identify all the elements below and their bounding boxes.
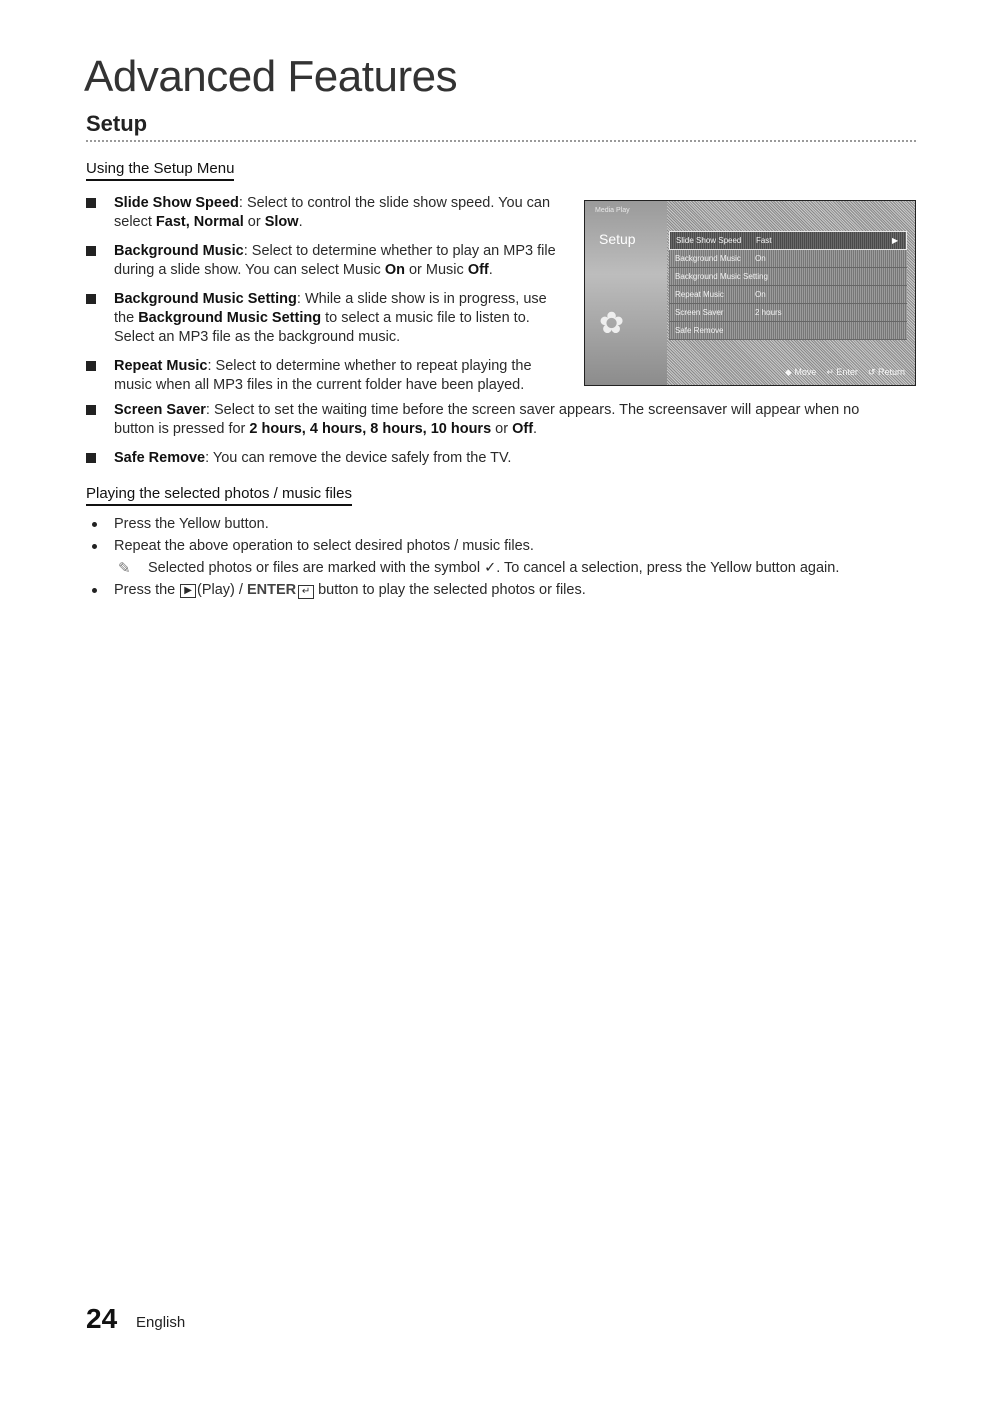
page-title: Advanced Features [84, 52, 458, 101]
tv-menu-item-background-music-setting[interactable]: Background Music Setting [669, 268, 907, 286]
enter-label: ENTER [246, 582, 297, 598]
square-bullet-icon [86, 198, 96, 208]
option-term: Safe Remove [114, 450, 206, 466]
move-icon: ◆ [784, 367, 792, 377]
option-term: Slide Show Speed [114, 195, 239, 211]
playing-steps-list [86, 515, 906, 610]
note: ✎ Selected photos or files are marked with the symbol ✓. To cancel a selection, press the Yellow button again. [118, 560, 840, 577]
arrow-right-icon: ▶ [892, 236, 899, 245]
section-title: Setup [86, 111, 148, 136]
list-item: Background Music Setting: While a slide show is in progress, use the Background Music Setting to select a music file to listen to. Select an MP3 file as the background music. [86, 290, 566, 347]
tv-panel-title: Setup [599, 231, 636, 247]
list-item: Repeat the above operation to select desired photos / music files. ✎ Selected photos or files are marked with the symbol ✓. To cancel a selection, press the Yellow button again. [86, 537, 906, 578]
square-bullet-icon [86, 361, 96, 371]
list-item: Safe Remove: You can remove the device safely from the TV. [86, 449, 886, 468]
move-hint: ◆ Move [784, 367, 817, 377]
setup-menu-heading: Using the Setup Menu [86, 160, 234, 181]
tv-left-panel [585, 201, 667, 385]
bullet-icon [92, 588, 97, 593]
list-item: Press the ▶ (Play) / ENTER ↵ button to play the selected photos or files. [86, 581, 906, 600]
bullet-icon [92, 522, 97, 527]
page-language: English [136, 1314, 186, 1331]
page-number: 24 [86, 1303, 118, 1334]
square-bullet-icon [86, 246, 96, 256]
flower-icon: ✿ [599, 307, 625, 340]
enter-hint: ↵ Enter [826, 367, 858, 377]
tv-menu-item-safe-remove[interactable]: Safe Remove [669, 322, 907, 340]
list-item: Press the Yellow button. [86, 515, 906, 534]
tv-menu-item-screen-saver[interactable]: Screen Saver 2 hours [669, 304, 907, 322]
option-term: Screen Saver [114, 402, 206, 418]
tv-footer-hints [785, 367, 905, 378]
list-item: Slide Show Speed: Select to control the slide show speed. You can select Fast, Normal or Slow. [86, 194, 566, 232]
square-bullet-icon [86, 453, 96, 463]
option-term: Repeat Music [114, 358, 208, 374]
square-bullet-icon [86, 405, 96, 415]
list-item: Repeat Music: Select to determine whether to repeat playing the music when all MP3 files in the current folder have been played. [86, 357, 566, 395]
pencil-note-icon: ✎ [118, 560, 131, 577]
playing-heading: Playing the selected photos / music files [86, 485, 352, 506]
play-key-icon: ▶ [180, 584, 196, 598]
square-bullet-icon [86, 294, 96, 304]
enter-icon: ↵ [826, 367, 834, 377]
enter-key-icon: ↵ [298, 585, 314, 599]
bullet-icon [92, 544, 97, 549]
section-divider [86, 140, 916, 142]
tv-setup-menu [669, 231, 907, 340]
setup-options-list-bottom [86, 401, 886, 478]
tv-menu-item-background-music[interactable]: Background Music On [669, 250, 907, 268]
tv-setup-screenshot [584, 200, 916, 386]
tv-menu-item-slide-show-speed[interactable]: Slide Show Speed Fast ▶ [669, 231, 907, 250]
checkmark-icon: ✓ [484, 560, 497, 576]
setup-options-list-top [86, 194, 566, 405]
list-item: Screen Saver: Select to set the waiting time before the screen saver appears. The screensaver will appear when no button is pressed for 2 hours, 4 hours, 8 hours, 10 hours or Off. [86, 401, 886, 439]
list-item: Background Music: Select to determine whether to play an MP3 file during a slide show. You can select Music On or Music Off. [86, 242, 566, 280]
tv-menu-item-repeat-music[interactable]: Repeat Music On [669, 286, 907, 304]
return-icon: ↺ [867, 367, 876, 377]
option-term: Background Music [114, 243, 244, 259]
return-hint: ↺ Return [867, 367, 905, 377]
tv-brand-logo: Media Play [595, 207, 630, 214]
option-term: Background Music Setting [114, 291, 297, 307]
